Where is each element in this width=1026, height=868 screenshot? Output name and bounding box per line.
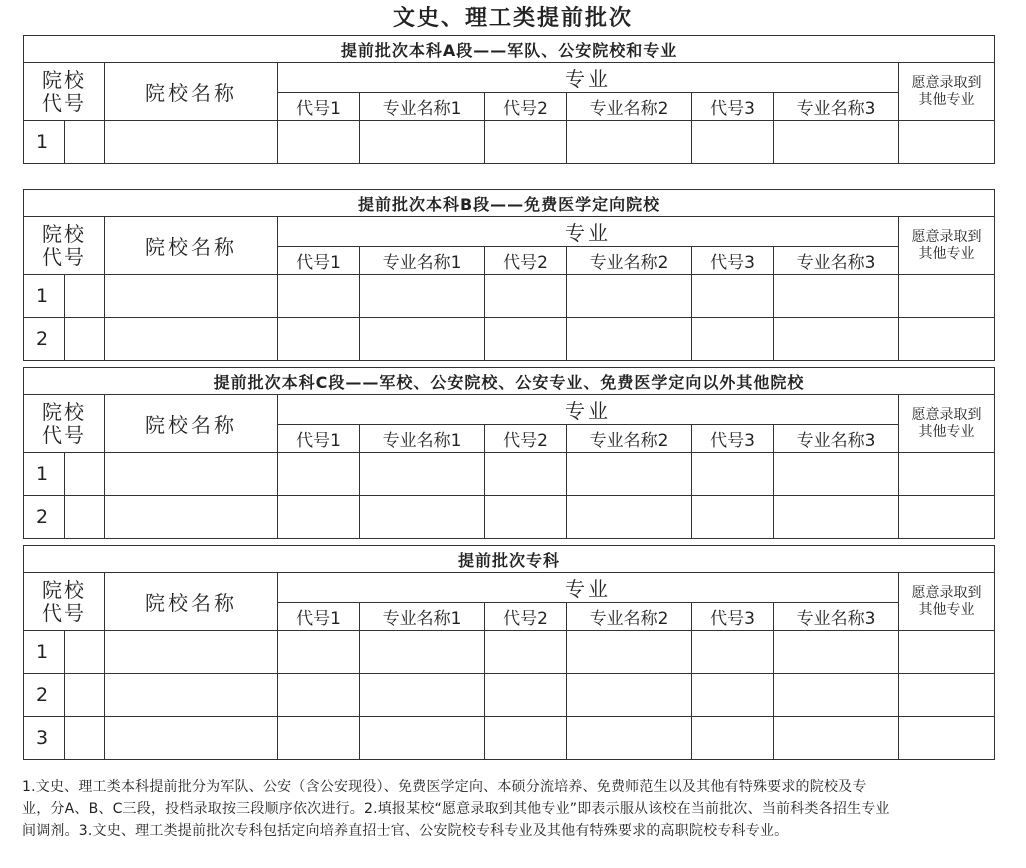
code-header-line2: 代号 bbox=[42, 600, 86, 625]
sub-header-code2: 代号2 bbox=[485, 93, 567, 121]
sub-header-code3: 代号3 bbox=[692, 93, 774, 121]
notes-line: 间调剂。3.文史、理工类提前批次专科包括定向培养直招士官、公安院校专科专业及其他有特殊要求的高职院校专科专业。 bbox=[22, 823, 789, 839]
major-name2-cell[interactable] bbox=[567, 496, 692, 539]
sub-header-code1: 代号1 bbox=[278, 93, 360, 121]
school-code-header bbox=[24, 573, 105, 631]
sub-header-code2: 代号2 bbox=[485, 425, 567, 453]
school-code-header bbox=[24, 217, 105, 275]
major-name1-cell[interactable] bbox=[360, 674, 485, 717]
major-name3-cell[interactable] bbox=[774, 674, 899, 717]
sub-header-name2: 专业名称2 bbox=[567, 603, 692, 631]
sub-header-code3: 代号3 bbox=[692, 247, 774, 275]
section-title: 提前批次本科B段——免费医学定向院校 bbox=[24, 190, 995, 217]
major-code1-cell[interactable] bbox=[278, 496, 360, 539]
willing-header-line1: 愿意录取到 bbox=[911, 584, 982, 601]
major-name2-cell[interactable] bbox=[567, 318, 692, 361]
major-code2-cell[interactable] bbox=[485, 717, 567, 760]
school-name-cell[interactable] bbox=[105, 121, 278, 164]
school-code-header bbox=[24, 395, 105, 453]
major-header: 专业 bbox=[278, 63, 899, 93]
sub-header-name1: 专业名称1 bbox=[360, 603, 485, 631]
willing-cell[interactable] bbox=[899, 496, 995, 539]
willing-header-line1: 愿意录取到 bbox=[911, 74, 982, 91]
code-header-line1: 院校 bbox=[42, 399, 86, 424]
school-code-cell[interactable] bbox=[65, 674, 105, 717]
school-name-header: 院校名称 bbox=[105, 63, 278, 121]
willing-cell[interactable] bbox=[899, 275, 995, 318]
major-code2-cell[interactable] bbox=[485, 318, 567, 361]
sub-header-name3: 专业名称3 bbox=[774, 93, 899, 121]
row-number: 1 bbox=[24, 453, 65, 496]
major-name2-cell[interactable] bbox=[567, 717, 692, 760]
willing-header-line2: 其他专业 bbox=[918, 423, 975, 440]
major-header: 专业 bbox=[278, 573, 899, 603]
major-code3-cell[interactable] bbox=[692, 121, 774, 164]
major-header: 专业 bbox=[278, 395, 899, 425]
major-code2-cell[interactable] bbox=[485, 674, 567, 717]
school-name-cell[interactable] bbox=[105, 717, 278, 760]
row-number: 2 bbox=[24, 318, 65, 361]
major-name3-cell[interactable] bbox=[774, 631, 899, 674]
row-number: 1 bbox=[24, 275, 65, 318]
major-code1-cell[interactable] bbox=[278, 318, 360, 361]
school-name-header: 院校名称 bbox=[105, 573, 278, 631]
section-zhuanke-table bbox=[23, 545, 995, 760]
school-code-cell[interactable] bbox=[65, 453, 105, 496]
sub-header-name2: 专业名称2 bbox=[567, 93, 692, 121]
row-number: 2 bbox=[24, 674, 65, 717]
major-code2-cell[interactable] bbox=[485, 496, 567, 539]
sub-header-code2: 代号2 bbox=[485, 603, 567, 631]
code-header-line2: 代号 bbox=[42, 90, 86, 115]
sub-header-name1: 专业名称1 bbox=[360, 247, 485, 275]
major-name3-cell[interactable] bbox=[774, 496, 899, 539]
major-name1-cell[interactable] bbox=[360, 275, 485, 318]
willing-cell[interactable] bbox=[899, 717, 995, 760]
school-code-cell[interactable] bbox=[65, 318, 105, 361]
sub-header-name1: 专业名称1 bbox=[360, 93, 485, 121]
school-code-cell[interactable] bbox=[65, 496, 105, 539]
code-header-line1: 院校 bbox=[42, 577, 86, 602]
willing-cell[interactable] bbox=[899, 674, 995, 717]
major-name2-cell[interactable] bbox=[567, 631, 692, 674]
school-name-header: 院校名称 bbox=[105, 217, 278, 275]
sub-header-code3: 代号3 bbox=[692, 603, 774, 631]
major-code2-cell[interactable] bbox=[485, 631, 567, 674]
row-number: 3 bbox=[24, 717, 65, 760]
sub-header-code2: 代号2 bbox=[485, 247, 567, 275]
major-code1-cell[interactable] bbox=[278, 453, 360, 496]
school-code-cell[interactable] bbox=[65, 121, 105, 164]
sub-header-code3: 代号3 bbox=[692, 425, 774, 453]
major-name2-cell[interactable] bbox=[567, 453, 692, 496]
sub-header-name2: 专业名称2 bbox=[567, 247, 692, 275]
major-header: 专业 bbox=[278, 217, 899, 247]
table-row bbox=[24, 318, 995, 361]
major-code3-cell[interactable] bbox=[692, 318, 774, 361]
school-name-cell[interactable] bbox=[105, 318, 278, 361]
major-code1-cell[interactable] bbox=[278, 674, 360, 717]
school-code-cell[interactable] bbox=[65, 717, 105, 760]
school-name-cell[interactable] bbox=[105, 453, 278, 496]
willing-header bbox=[899, 395, 995, 453]
major-code3-cell[interactable] bbox=[692, 674, 774, 717]
major-name1-cell[interactable] bbox=[360, 631, 485, 674]
major-code1-cell[interactable] bbox=[278, 121, 360, 164]
table-row bbox=[24, 496, 995, 539]
sub-header-name3: 专业名称3 bbox=[774, 603, 899, 631]
major-name1-cell[interactable] bbox=[360, 453, 485, 496]
school-name-cell[interactable] bbox=[105, 631, 278, 674]
section-title: 提前批次专科 bbox=[24, 546, 995, 573]
sub-header-name3: 专业名称3 bbox=[774, 247, 899, 275]
willing-header-line2: 其他专业 bbox=[918, 245, 975, 262]
table-row bbox=[24, 631, 995, 674]
willing-header-line1: 愿意录取到 bbox=[911, 228, 982, 245]
section-b-table bbox=[23, 189, 995, 361]
table-row bbox=[24, 717, 995, 760]
row-number: 2 bbox=[24, 496, 65, 539]
table-row bbox=[24, 674, 995, 717]
major-name1-cell[interactable] bbox=[360, 121, 485, 164]
notes-line: 业，分A、B、C三段，投档录取按三段顺序依次进行。2.填报某校“愿意录取到其他专业”即表示服从该校在当前批次、当前科类各招生专业 bbox=[22, 801, 890, 817]
major-code2-cell[interactable] bbox=[485, 275, 567, 318]
willing-header-line1: 愿意录取到 bbox=[911, 406, 982, 423]
code-header-line2: 代号 bbox=[42, 422, 86, 447]
willing-cell[interactable] bbox=[899, 453, 995, 496]
code-header-line2: 代号 bbox=[42, 244, 86, 269]
section-title: 提前批次本科A段——军队、公安院校和专业 bbox=[24, 36, 995, 63]
major-code1-cell[interactable] bbox=[278, 717, 360, 760]
sub-header-name1: 专业名称1 bbox=[360, 425, 485, 453]
school-code-cell[interactable] bbox=[65, 631, 105, 674]
willing-cell[interactable] bbox=[899, 631, 995, 674]
major-name1-cell[interactable] bbox=[360, 717, 485, 760]
major-name2-cell[interactable] bbox=[567, 275, 692, 318]
table-row bbox=[24, 275, 995, 318]
major-name3-cell[interactable] bbox=[774, 453, 899, 496]
willing-header-line2: 其他专业 bbox=[918, 91, 975, 108]
sub-header-name2: 专业名称2 bbox=[567, 425, 692, 453]
major-name3-cell[interactable] bbox=[774, 121, 899, 164]
willing-header bbox=[899, 217, 995, 275]
major-code3-cell[interactable] bbox=[692, 631, 774, 674]
major-code3-cell[interactable] bbox=[692, 275, 774, 318]
section-c-table bbox=[23, 367, 995, 539]
major-name3-cell[interactable] bbox=[774, 318, 899, 361]
willing-header bbox=[899, 63, 995, 121]
school-name-cell[interactable] bbox=[105, 496, 278, 539]
sub-header-code1: 代号1 bbox=[278, 247, 360, 275]
willing-cell[interactable] bbox=[899, 318, 995, 361]
major-code1-cell[interactable] bbox=[278, 275, 360, 318]
code-header-line1: 院校 bbox=[42, 221, 86, 246]
major-code3-cell[interactable] bbox=[692, 496, 774, 539]
major-name1-cell[interactable] bbox=[360, 496, 485, 539]
school-name-cell[interactable] bbox=[105, 674, 278, 717]
table-row bbox=[24, 453, 995, 496]
willing-cell[interactable] bbox=[899, 121, 995, 164]
section-title: 提前批次本科C段——军校、公安院校、公安专业、免费医学定向以外其他院校 bbox=[24, 368, 995, 395]
row-number: 1 bbox=[24, 121, 65, 164]
section-a-table bbox=[23, 35, 995, 164]
major-code3-cell[interactable] bbox=[692, 717, 774, 760]
major-name3-cell[interactable] bbox=[774, 717, 899, 760]
major-name2-cell[interactable] bbox=[567, 121, 692, 164]
code-header-line1: 院校 bbox=[42, 67, 86, 92]
major-name1-cell[interactable] bbox=[360, 318, 485, 361]
major-code2-cell[interactable] bbox=[485, 453, 567, 496]
school-name-header: 院校名称 bbox=[105, 395, 278, 453]
notes bbox=[22, 776, 997, 842]
major-name2-cell[interactable] bbox=[567, 674, 692, 717]
school-code-header bbox=[24, 63, 105, 121]
major-name3-cell[interactable] bbox=[774, 275, 899, 318]
row-number: 1 bbox=[24, 631, 65, 674]
major-code1-cell[interactable] bbox=[278, 631, 360, 674]
sub-header-name3: 专业名称3 bbox=[774, 425, 899, 453]
major-code2-cell[interactable] bbox=[485, 121, 567, 164]
school-code-cell[interactable] bbox=[65, 275, 105, 318]
sub-header-code1: 代号1 bbox=[278, 603, 360, 631]
major-code3-cell[interactable] bbox=[692, 453, 774, 496]
school-name-cell[interactable] bbox=[105, 275, 278, 318]
table-row bbox=[24, 121, 995, 164]
sub-header-code1: 代号1 bbox=[278, 425, 360, 453]
notes-line: 1.文史、理工类本科提前批分为军队、公安（含公安现役）、免费医学定向、本硕分流培养、免费师范生以及其他有特殊要求的院校及专 bbox=[22, 779, 867, 795]
willing-header-line2: 其他专业 bbox=[918, 601, 975, 618]
willing-header bbox=[899, 573, 995, 631]
page-title: 文史、理工类提前批次 bbox=[392, 6, 633, 31]
